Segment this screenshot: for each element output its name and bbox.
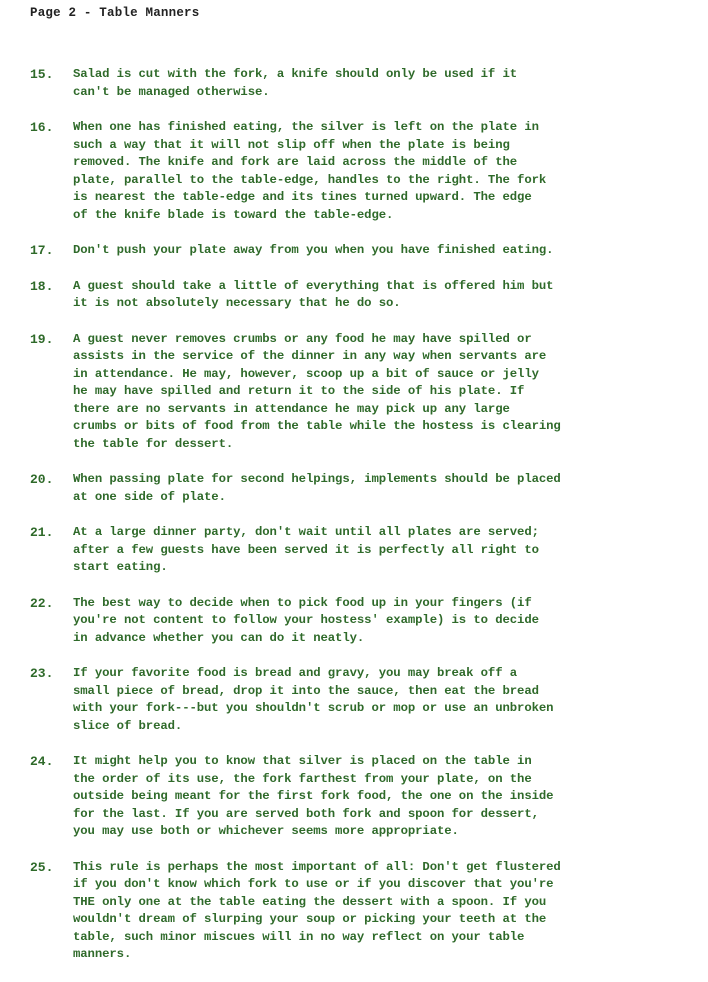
item-text: The best way to decide when to pick food up in your fingers (if you're not content to follow your hostess' example) is to decide in advance whether you can do it neatly. <box>73 595 539 645</box>
list-item <box>30 665 670 735</box>
item-number: 24. <box>30 754 54 769</box>
item-text: A guest never removes crumbs or any food he may have spilled or assists in the service of the dinner in any way when servants are in attendance. He may, however, scoop up a bit of sauce or jelly he may have spilled and return it to the side of his plate. If there are no servants in attendance he may pick up any large crumbs or bits of food from the table while the hostess is clearing the table for dessert. <box>73 331 561 451</box>
list-item <box>30 524 670 577</box>
list-item <box>30 278 670 313</box>
list-item <box>30 242 670 260</box>
list-item <box>30 595 670 648</box>
item-number: 19. <box>30 331 54 347</box>
page-header: Page 2 - Table Manners <box>30 6 200 20</box>
item-text: Don't push your plate away from you when you have finished eating. <box>73 243 554 257</box>
item-number: 17. <box>30 243 54 258</box>
item-text: When one has finished eating, the silver is left on the plate in such a way that it will not slip off when the plate is being removed. The knife and fork are laid across the middle of the plate, parallel to the table-edge, handles to the right. The fork is nearest the table-edge and its tines turned upward. The edge of the knife blade is toward the table-edge. <box>73 120 547 222</box>
list-item <box>30 471 670 506</box>
rules-list <box>30 66 670 982</box>
item-number: 21. <box>30 525 54 540</box>
list-item <box>30 119 670 224</box>
list-item <box>30 331 670 454</box>
item-number: 25. <box>30 859 54 875</box>
item-text: It might help you to know that silver is placed on the table in the order of its use, the fork farthest from your plate, on the outside being meant for the first fork food, the one on the inside for the last. If you are served both fork and spoon for dessert, you may use both or whichever seems more appropriate. <box>73 754 554 838</box>
item-number: 22. <box>30 595 54 611</box>
item-number: 16. <box>30 120 54 135</box>
item-text: Salad is cut with the fork, a knife should only be used if it can't be managed otherwise. <box>73 67 518 99</box>
item-text: A guest should take a little of everything that is offered him but it is not absolutely necessary that he do so. <box>73 278 554 310</box>
item-text: At a large dinner party, don't wait until all plates are served; after a few guests have been served it is perfectly all right to start eating. <box>73 525 539 574</box>
item-number: 15. <box>30 67 54 82</box>
item-number: 20. <box>30 472 54 487</box>
item-number: 18. <box>30 278 54 294</box>
list-item <box>30 753 670 841</box>
item-text: This rule is perhaps the most important of all: Don't get flustered if you don't know which fork to use or if you discover that you're THE only one at the table eating the dessert with a spoon. If you wouldn't dream of slurping your soup or picking your teeth at the table, such minor miscues will in no way reflect on your table manners. <box>73 859 561 961</box>
item-number: 23. <box>30 666 54 681</box>
list-item <box>30 859 670 964</box>
item-text: When passing plate for second helpings, implements should be placed at one side of plate. <box>73 472 561 504</box>
item-text: If your favorite food is bread and gravy, you may break off a small piece of bread, drop it into the sauce, then eat the bread with your fork---but you shouldn't scrub or mop or use an unbroken slice of bread. <box>73 666 554 733</box>
list-item <box>30 66 670 101</box>
